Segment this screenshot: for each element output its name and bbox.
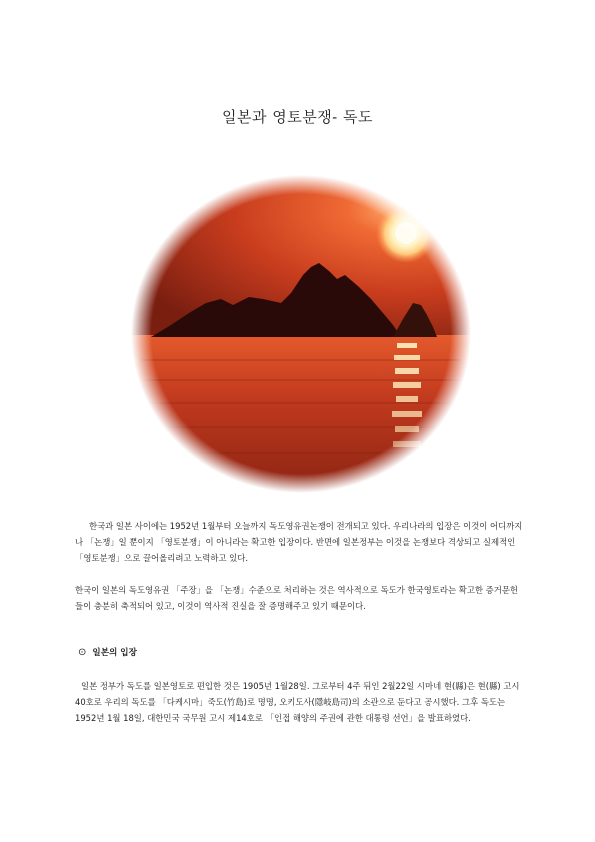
circle-dot-icon: ⊙ bbox=[78, 646, 87, 658]
history-paragraph: 한국이 일본의 독도영유권 「주장」을 「논쟁」수준으로 처리하는 것은 역사적으로 독도가 한국영토라는 확고한 증거문헌들이 충분히 축적되어 있고, 이것이 역사적 진실을 잘 증명해주고 있기 때문이다. bbox=[75, 585, 519, 611]
section-heading-japan-position bbox=[78, 646, 137, 658]
japan-position-paragraph: 일본 정부가 독도를 일본영토로 편입한 것은 1905년 1월28일. 그로부터 4주 뒤인 2월22일 시마네 현(縣)은 현(縣) 고시40호로 우리의 독도를 「다케시마」죽도(竹島)로 명명, 오키도사(隱岐島司)의 소관으로 둔다고 공시했다. 그후 독도는 1952년 1월 18일, 대한민국 국무원 고시 제14호로 「인접 해양의 주권에 관한 대통령 선언」을 발표하였다. bbox=[75, 681, 520, 723]
intro-paragraph: 한국과 일본 사이에는 1952년 1월부터 오늘까지 독도영유권논쟁이 전개되고 있다. 우리나라의 입장은 이것이 어디까지나 「논쟁」일 뿐이지 「영토분쟁」이 아니라는 확고한 입장이다. 반면에 일본정부는 이것을 논쟁보다 격상되고 실제적인 「영토분쟁」으로 끌어올리려고 노력하고 있다. bbox=[75, 521, 523, 563]
section-heading-label: 일본의 입장 bbox=[92, 648, 137, 658]
dokdo-sunset-photo bbox=[131, 175, 471, 493]
document-title: 일본과 영토분쟁- 독도 bbox=[221, 108, 373, 126]
